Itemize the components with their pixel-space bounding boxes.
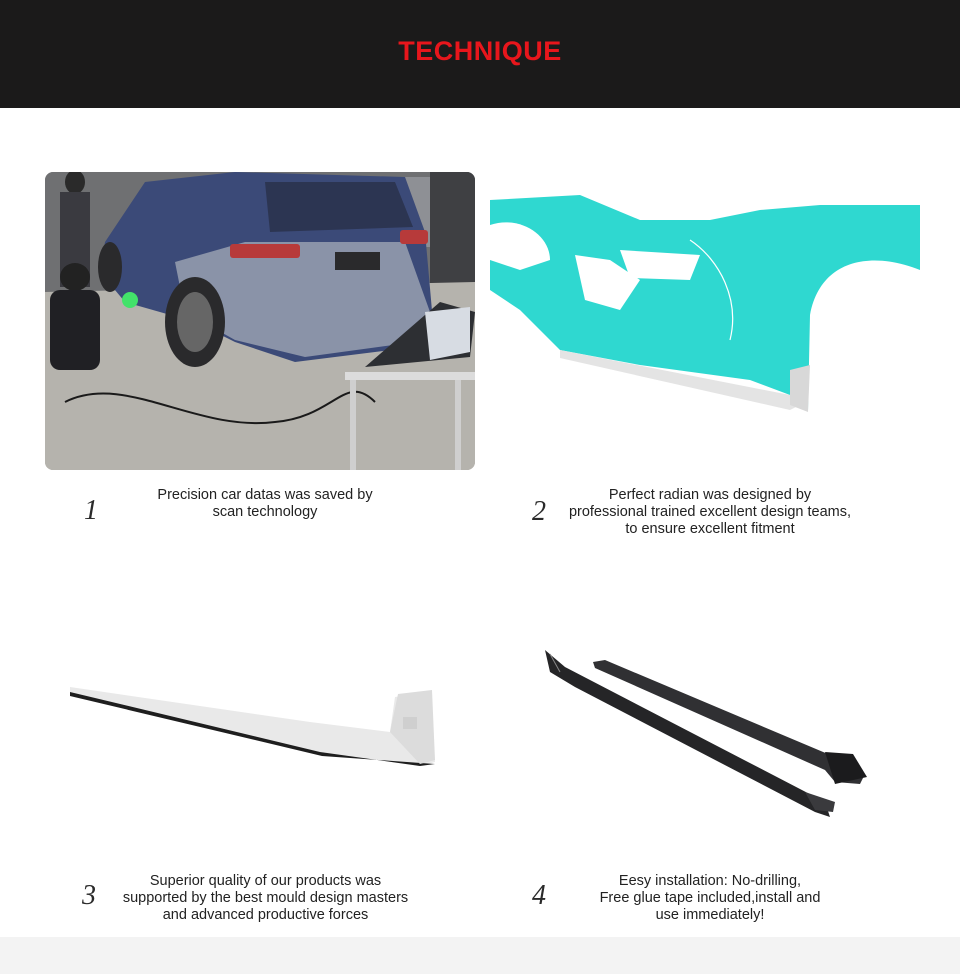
caption-line: Superior quality of our products was: [149, 873, 382, 889]
white-side-skirt: [60, 672, 445, 777]
step-number: 4: [532, 880, 546, 911]
car-scanning-photo: [45, 172, 475, 470]
step-number: 3: [82, 880, 96, 911]
caption-line: scan technology: [212, 504, 318, 520]
page-title: TECHNIQUE: [398, 36, 562, 66]
caption-line: professional trained excellent design teams,: [568, 504, 852, 520]
caption-line: Perfect radian was designed by: [608, 487, 812, 503]
caption-line: use immediately!: [655, 907, 765, 923]
caption-line: Precision car datas was saved by: [157, 487, 373, 503]
step-number: 1: [84, 495, 98, 526]
step-caption: [98, 873, 433, 924]
step-caption: [570, 873, 850, 924]
step-caption: [545, 487, 875, 538]
carbon-side-skirts: [535, 642, 875, 820]
caption-line: Eesy installation: No-drilling,: [618, 873, 802, 889]
step-number: 2: [532, 496, 546, 527]
caption-line: and advanced productive forces: [162, 907, 369, 923]
footer-band: [0, 937, 960, 974]
3d-scan-model: [490, 180, 920, 428]
caption-line: to ensure excellent fitment: [625, 521, 795, 537]
caption-line: supported by the best mould design masters: [122, 890, 409, 906]
step-caption: [110, 487, 420, 521]
header-banner: [0, 0, 960, 108]
caption-line: Free glue tape included,install and: [599, 890, 821, 906]
